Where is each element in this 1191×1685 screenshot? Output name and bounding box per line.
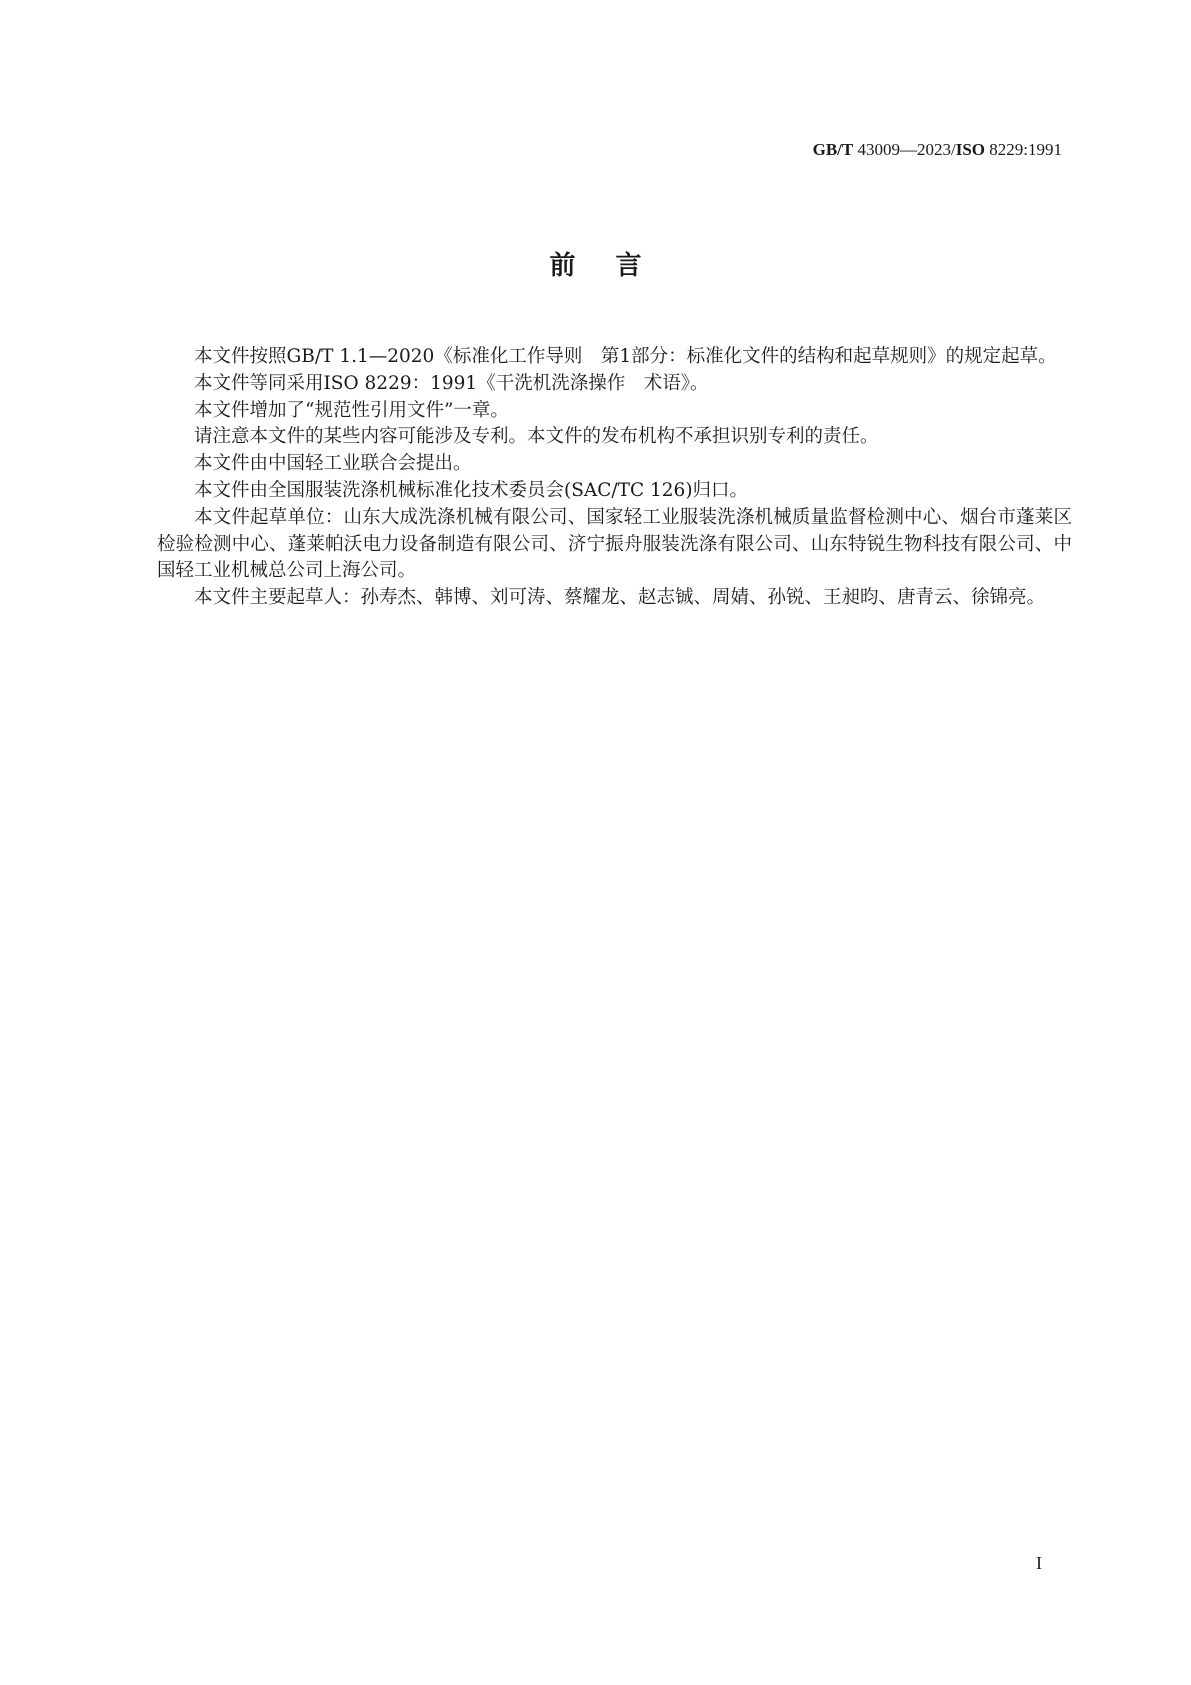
- paragraph: 本文件起草单位：山东大成洗涤机械有限公司、国家轻工业服装洗涤机械质量监督检测中心、烟台市蓬莱区检验检测中心、蓬莱帕沃电力设备制造有限公司、济宁振舟服装洗涤有限公司、山东特锐生物科技有限公司、中国轻工业机械总公司上海公司。: [157, 506, 1072, 582]
- paragraph: 本文件增加了“规范性引用文件”一章。: [194, 399, 509, 421]
- paragraph: 请注意本文件的某些内容可能涉及专利。本文件的发布机构不承担识别专利的责任。: [194, 426, 879, 448]
- running-header: [813, 140, 1062, 160]
- iso-number: 8229:1991: [989, 140, 1062, 159]
- paragraph: 本文件按照GB/T 1.1—2020《标准化工作导则 第1部分：标准化文件的结构和起草规则》的规定起草。: [194, 346, 1057, 367]
- standard-prefix: GB/T: [812, 140, 854, 159]
- paragraph: 本文件由中国轻工业联合会提出。: [194, 453, 472, 475]
- standard-number: 43009—2023/: [857, 140, 956, 159]
- page-title: 前言: [549, 251, 682, 281]
- paragraph: 本文件等同采用ISO 8229：1991《干洗机洗涤操作 术语》。: [194, 372, 709, 394]
- foreword-body: [157, 344, 1072, 612]
- iso-prefix: ISO: [955, 140, 986, 159]
- paragraph: 本文件由全国服装洗涤机械标准化技术委员会(SAC/TC 126)归口。: [194, 479, 749, 501]
- page-number: I: [1036, 1553, 1042, 1573]
- paragraph: 本文件主要起草人：孙寿杰、韩博、刘可涛、蔡耀龙、赵志铖、周婧、孙锐、王昶昀、唐青云、徐锦亮。: [194, 587, 1046, 609]
